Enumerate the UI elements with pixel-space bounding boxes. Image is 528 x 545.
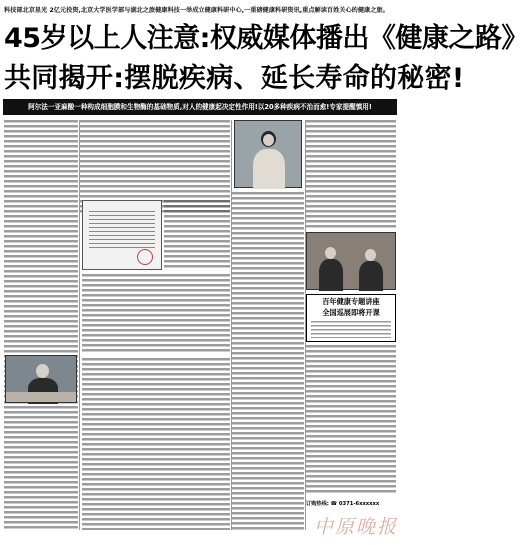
body-text-block xyxy=(82,274,230,354)
article-column-3 xyxy=(232,192,304,530)
certificate-image xyxy=(82,200,162,270)
certificate-text-lines xyxy=(89,211,155,251)
red-seal-stamp xyxy=(137,249,153,265)
photo-tv-studio xyxy=(306,232,396,290)
column-rule xyxy=(231,120,232,530)
headline-line-1: 45岁以上人注意:权威媒体播出《健康之路》 xyxy=(4,23,528,54)
article-column-2-side xyxy=(164,200,230,270)
column-rule xyxy=(305,120,306,530)
lecture-notice-text xyxy=(311,321,391,338)
headline-line-2: 共同揭开:摆脱疾病、延长寿命的秘密! xyxy=(4,63,465,94)
column-rule xyxy=(79,120,80,530)
lecture-notice-subtitle: 全国巡展即将开课 xyxy=(322,308,380,317)
lecture-notice-title: 百年健康专题讲座 xyxy=(322,297,380,306)
order-hotline: 订购热线: ☎ 0371-6xxxxxx xyxy=(306,501,380,507)
lecture-notice-box xyxy=(306,294,396,342)
body-text-block xyxy=(232,192,304,530)
body-text-block xyxy=(306,120,396,230)
kicker-line: 科技部北京星光 2亿元投资,北京大学医学部与湖北之旅健康科技一举成立健康科研中心,一重磅健康科研资讯,重点解读百姓关心的健康之旅。 xyxy=(4,7,389,14)
black-banner: 阿尔法一亚麻酸一种构成细胞膜和生物酶的基础物质,对人的健康起决定性作用!以20多种疾病不治而愈!专家提醒慎用! xyxy=(3,99,397,115)
article-column-4-lower xyxy=(306,345,396,495)
body-text-block xyxy=(4,401,78,529)
photo-presenter-desk xyxy=(5,355,77,403)
body-text-block xyxy=(164,200,230,270)
body-text-block xyxy=(82,358,230,530)
article-column-2-bottom xyxy=(82,358,230,530)
publisher-watermark: 中原晚报 xyxy=(313,516,398,538)
body-text-block xyxy=(306,345,396,495)
article-column-4 xyxy=(306,120,396,230)
article-column-1 xyxy=(4,120,78,530)
photo-speaker-podium xyxy=(234,120,302,188)
article-column-2-lower xyxy=(82,274,230,354)
